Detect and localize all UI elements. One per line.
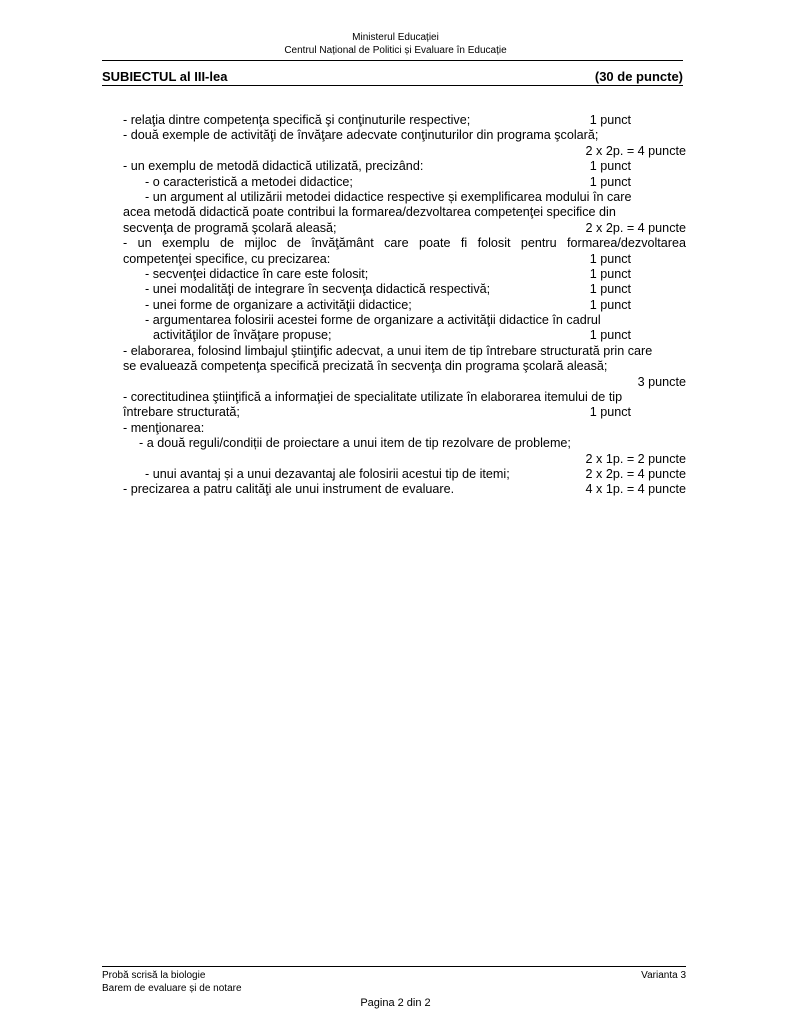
- scoring-line: [123, 175, 686, 190]
- scoring-line-text: acea metodă didactică poate contribui la formarea/dezvoltarea competenţei specifice din: [123, 205, 616, 220]
- scoring-line-points: 1 punct: [589, 282, 631, 297]
- header-divider: [102, 60, 683, 61]
- subject-heading: [102, 69, 683, 85]
- scoring-line: [123, 159, 686, 174]
- scoring-line-points: 1 punct: [589, 251, 631, 266]
- scoring-line-text: - argumentarea folosirii acestei forme de organizare a activităţii didactice în cadrul: [145, 313, 601, 328]
- scoring-line: [123, 236, 686, 251]
- scoring-line: [123, 267, 686, 282]
- scoring-line-points: 2 x 2p. = 4 puncte: [585, 220, 686, 235]
- scoring-line: [123, 128, 686, 143]
- scoring-line-text: - două exemple de activităţi de învăţare adecvate conţinuturilor din programa şcolară;: [123, 128, 599, 143]
- scoring-line: [123, 452, 686, 467]
- scoring-line-points: 1 punct: [589, 113, 631, 127]
- scoring-line-text: activităţilor de învăţare propuse;: [153, 328, 332, 343]
- scoring-line: [123, 390, 686, 405]
- scoring-line-points: 2 x 1p. = 2 puncte: [585, 451, 686, 466]
- scoring-line-text: - menţionarea:: [123, 420, 205, 435]
- scoring-line: [123, 359, 686, 374]
- scoring-line-text: - corectitudinea ştiinţifică a informaţiei de specialitate utilizate în elaborarea itemului de tip: [123, 390, 623, 405]
- footer-variant: Varianta 3: [641, 970, 686, 981]
- scoring-line: [123, 113, 686, 128]
- scoring-line-text: întrebare structurată;: [123, 405, 240, 420]
- scoring-line-text: - un argument al utilizării metodei didactice respective și exemplificarea modului în care: [145, 189, 632, 204]
- scoring-line-points: 2 x 2p. = 4 puncte: [585, 143, 686, 158]
- scoring-list: [123, 113, 686, 498]
- scoring-line-text: - unei forme de organizare a activităţii didactice;: [145, 297, 412, 312]
- scoring-line-text: - secvenţei didactice în care este folosit;: [145, 266, 369, 281]
- scoring-line: [123, 313, 686, 328]
- scoring-line-text: se evaluează competenţa specifică precizată în secvenţa din programa şcolară aleasă;: [123, 359, 608, 374]
- scoring-line: [123, 436, 686, 451]
- scoring-line-points: 1 punct: [589, 174, 631, 189]
- scoring-line-points: 1 punct: [589, 297, 631, 312]
- header-ministry: Ministerul Educației: [352, 32, 439, 43]
- header-center: Centrul Național de Politici și Evaluare în Educație: [284, 45, 507, 56]
- subject-points: (30 de puncte): [594, 69, 683, 84]
- scoring-line-text: - un exemplu de metodă didactică utilizată, precizând:: [123, 159, 424, 174]
- scoring-line-text: - relaţia dintre competenţa specifică şi conţinuturile respective;: [123, 113, 471, 127]
- footer-page-number: Pagina 2 din 2: [360, 997, 431, 1009]
- scoring-line: [123, 282, 686, 297]
- scoring-line: [123, 405, 686, 420]
- scoring-line: [123, 298, 686, 313]
- subject-underline: [102, 85, 683, 86]
- scoring-line-text: secvenţa de programă şcolară aleasă;: [123, 220, 337, 235]
- scoring-line-text: - unui avantaj și a unui dezavantaj ale folosirii acestui tip de itemi;: [145, 466, 510, 481]
- scoring-line: [123, 190, 686, 205]
- scoring-line: [123, 221, 686, 236]
- scoring-line-points: 4 x 1p. = 4 puncte: [585, 482, 686, 497]
- scoring-line-points: 3 puncte: [637, 374, 686, 389]
- scoring-line-text: - precizarea a patru calităţi ale unui instrument de evaluare.: [123, 482, 455, 497]
- scoring-line-text: - o caracteristică a metodei didactice;: [145, 174, 353, 189]
- footer-exam: Probă scrisă la biologie: [102, 970, 206, 981]
- scoring-line: [123, 375, 686, 390]
- scoring-line-text: - elaborarea, folosind limbajul ştiinţific adecvat, a unui item de tip întrebare structurată prin care: [123, 343, 653, 358]
- scoring-line-text: - a două reguli/condiții de proiectare a unui item de tip rezolvare de probleme;: [139, 436, 571, 451]
- subject-title: SUBIECTUL al III-lea: [102, 69, 228, 84]
- footer-barem: Barem de evaluare și de notare: [102, 983, 242, 994]
- scoring-line-points: 1 punct: [589, 159, 631, 174]
- scoring-line: [123, 421, 686, 436]
- scoring-line: [123, 482, 686, 497]
- scoring-line-points: 2 x 2p. = 4 puncte: [585, 466, 686, 481]
- scoring-line: [123, 328, 686, 343]
- scoring-line: [123, 344, 686, 359]
- scoring-line-points: 1 punct: [589, 405, 631, 420]
- scoring-line: [123, 144, 686, 159]
- scoring-line-text: - un exemplu de mijloc de învăţământ care poate fi folosit pentru formarea/dezvoltarea: [123, 236, 686, 251]
- scoring-line-points: 1 punct: [589, 266, 631, 281]
- scoring-line-points: 1 punct: [589, 328, 631, 343]
- footer-divider: [102, 966, 686, 967]
- scoring-line: [123, 252, 686, 267]
- scoring-line-text: competenţei specifice, cu precizarea:: [123, 251, 331, 266]
- scoring-line-text: - unei modalităţi de integrare în secvenţa didactică respectivă;: [145, 282, 491, 297]
- scoring-line: [123, 467, 686, 482]
- scoring-line: [123, 205, 686, 220]
